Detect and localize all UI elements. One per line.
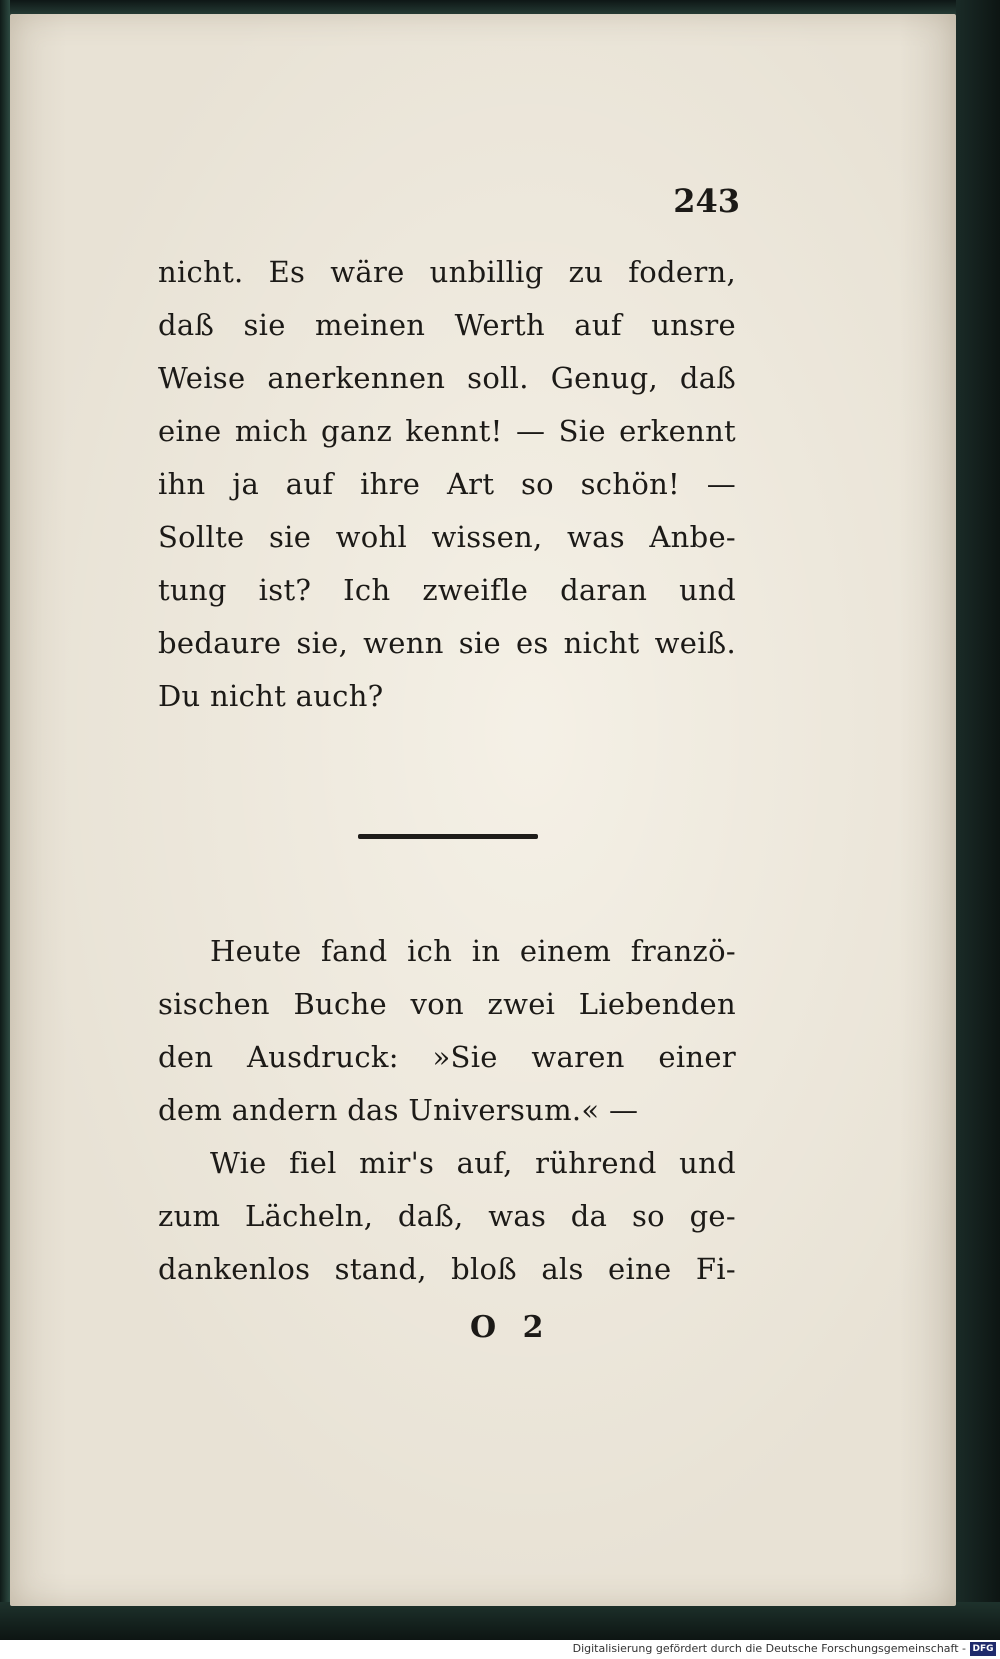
text-line: Sollte sie wohl wissen, was Anbe- bbox=[158, 520, 736, 554]
text-line: Weise anerkennen soll. Genug, daß bbox=[158, 361, 736, 395]
text-line: dankenlos stand, bloß als eine Fi- bbox=[158, 1252, 736, 1286]
text-line: Wie fiel mir's auf, rührend und bbox=[210, 1146, 736, 1180]
text-line: nicht. Es wäre unbillig zu fodern, bbox=[158, 255, 736, 289]
book-edge-bottom bbox=[0, 1602, 1000, 1640]
footer-bar bbox=[0, 1640, 1000, 1659]
text-line: zum Lächeln, daß, was da so ge- bbox=[158, 1199, 736, 1233]
text-line: dem andern das Universum.« — bbox=[158, 1093, 639, 1127]
text-line: Heute fand ich in einem franzö- bbox=[210, 934, 736, 968]
book-edge-top bbox=[0, 0, 1000, 14]
text-line: den Ausdruck: »Sie waren einer bbox=[158, 1040, 736, 1074]
section-divider bbox=[358, 834, 538, 839]
text-line: tung ist? Ich zweifle daran und bbox=[158, 573, 736, 607]
text-line: daß sie meinen Werth auf unsre bbox=[158, 308, 736, 342]
book-page bbox=[10, 14, 956, 1606]
signature-mark: O 2 bbox=[470, 1310, 552, 1345]
dfg-logo-icon: DFG bbox=[970, 1642, 996, 1656]
footer-credit: Digitalisierung gefördert durch die Deutsche Forschungsgemeinschaft - bbox=[572, 1642, 966, 1655]
text-line: bedaure sie, wenn sie es nicht weiß. bbox=[158, 626, 736, 660]
page-number: 243 bbox=[673, 182, 740, 220]
book-edge-right bbox=[956, 0, 1000, 1640]
book-edge-left bbox=[0, 0, 10, 1640]
text-line: ihn ja auf ihre Art so schön! — bbox=[158, 467, 736, 501]
text-line: eine mich ganz kennt! — Sie erkennt bbox=[158, 414, 736, 448]
text-line: Du nicht auch? bbox=[158, 679, 384, 713]
text-line: sischen Buche von zwei Liebenden bbox=[158, 987, 736, 1021]
